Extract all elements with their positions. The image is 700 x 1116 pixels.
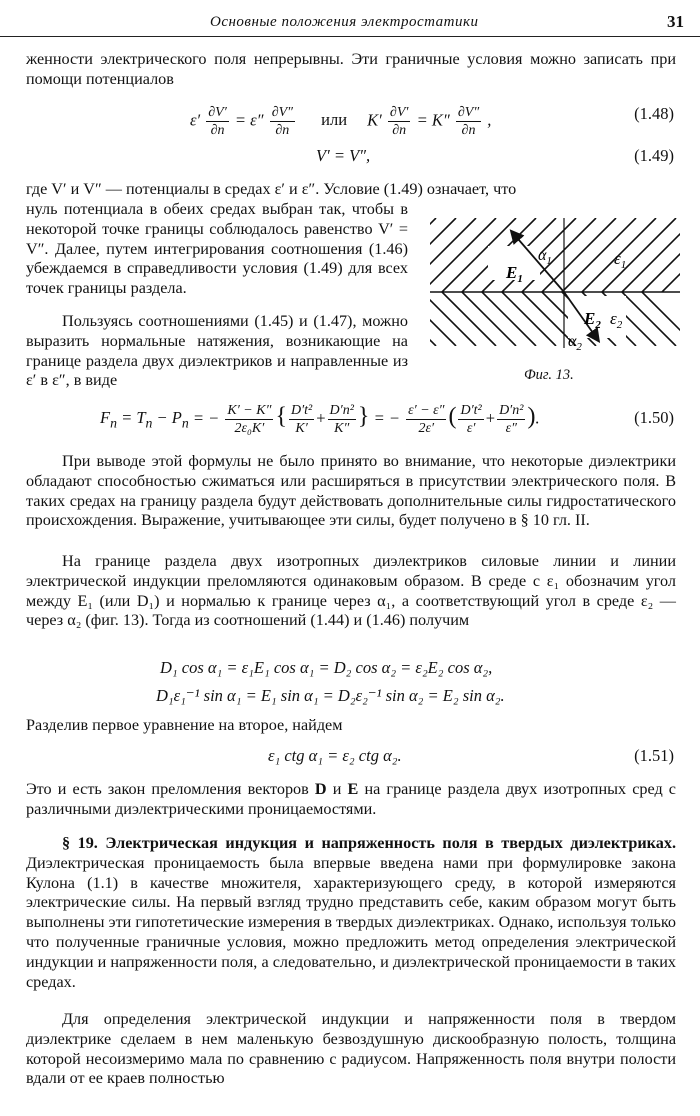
label-eps2-main: ε (610, 309, 617, 328)
eq150-frac-dn-k (328, 402, 356, 437)
eq150-paren-close: ) (527, 403, 536, 430)
figure-13-refraction-diagram (422, 208, 684, 388)
eq150-frac-eps-num: ε′ − ε″ (408, 403, 445, 418)
refraction-law-text-a: Это и есть закон преломления векторов (26, 780, 315, 798)
eq148-k1: K′ (367, 110, 382, 130)
eq148-frac-2 (270, 104, 295, 139)
label-e1-sub: 1 (517, 273, 523, 285)
page-number: 31 (667, 12, 684, 31)
eq150-period: . (535, 408, 540, 428)
eq150-frac-dt-eps (458, 402, 483, 437)
eq150-pn-main: − P (156, 408, 182, 428)
eq150-paren-open: ( (448, 403, 457, 430)
eq150-plus-1: + (316, 408, 326, 428)
eq148-frac1-num: ∂V′ (208, 105, 227, 120)
eq150-frac-k-num: K′ − K″ (227, 403, 272, 418)
eq148-frac1-den: ∂n (210, 123, 225, 138)
eq151-body: ε₁ ctg α₁ = ε₂ ctg α₂. (268, 746, 402, 765)
eq148-frac3-num: ∂V′ (389, 105, 409, 120)
label-alpha1-main: α (538, 247, 547, 264)
eq150-tn-main: = T (121, 408, 146, 428)
equation-1-49 (0, 140, 700, 176)
equation-1-48 (0, 98, 700, 138)
eq149-body: V′ = V″, (316, 146, 371, 165)
eq148-number: (1.48) (634, 104, 674, 123)
section-19-title: § 19. Электрическая индукция и напряженность поля в твердых диэлектриках. (62, 834, 676, 852)
eq150-plus-2: + (485, 408, 496, 428)
vector-d-symbol: D (314, 780, 327, 798)
eq148-frac2-num: ∂V″ (271, 105, 293, 120)
eq150-frac-k (225, 402, 273, 437)
label-alpha1-sub: 1 (546, 255, 552, 267)
section-19 (26, 834, 676, 992)
equation-pair-line-2 (0, 680, 700, 714)
label-e2-main: E (584, 309, 596, 328)
eq150-frac-dt-k-den: K′ (295, 421, 308, 436)
label-eps2-sub: 2 (616, 319, 623, 331)
eq148-k2: = K″ (416, 110, 450, 130)
eq150-equals-1: = − (192, 408, 220, 428)
eq150-tn (121, 408, 153, 431)
label-alpha2-main: α (568, 333, 577, 350)
section-19-text: Диэлектрическая проницаемость была впервые введена нами при формулировке закона Кулона (1.1) в качестве множителя, характеризующего среду, в которой измеряются электрические силы. На первый взгляд трудно представить себе, каким образом могут быть выполнены эти гипотетические измерения в твердых диэлектриках. Однако, используя только что полученные граничные условия, можно предложить метод определения электрической индукции и напряженности поля, а следовательно, и диэлектрической проницаемости в таких средах. (26, 853, 676, 991)
eq-pair-line-2-body: D₁ε₁⁻¹ sin α₁ = E₁ sin α₁ = D₂ε₂⁻¹ sin α₂ = E₂ sin α₂. (156, 686, 505, 705)
refraction-law-text-c: на границе раздела двух изотропных сред с различными диэлектрическими проницаемостями. (26, 780, 676, 818)
figure-caption: Фиг. 13. (524, 367, 574, 383)
eq150-frac-dn-eps-den: ε″ (505, 421, 517, 436)
eq148-frac-3 (388, 104, 411, 139)
eq148-comma: , (487, 110, 492, 130)
eq148-frac4-den: ∂n (461, 123, 476, 138)
label-mask-bottom (568, 296, 626, 338)
eq150-lhs-sub: n (110, 415, 117, 431)
eq150-brace-open: { (275, 403, 287, 430)
equation-1-50 (0, 398, 700, 442)
eq150-frac-k-den: 2ε₀K′ (234, 421, 265, 436)
eq150-frac-dt-k (289, 402, 314, 437)
eq151-number: (1.51) (634, 746, 674, 765)
label-eps1-main: ε (614, 249, 621, 268)
eq148-frac3-den: ∂n (392, 123, 407, 138)
eq150-frac-dn-eps (497, 402, 525, 437)
eq150-pn (156, 408, 189, 431)
eq150-frac-eps (406, 402, 446, 437)
eq148-eps1: ε′ (190, 110, 201, 130)
paragraph-tensions: Пользуясь соотношениями (1.45) и (1.47), можно выразить нормальные натяжения, возникающие на границе раздела двух диэлектриков и направленные из ε′ в ε″, в виде (26, 312, 408, 390)
eq148-frac2-den: ∂n (275, 123, 290, 138)
paragraph-divide: Разделив первое уравнение на второе, найдем (26, 716, 343, 734)
eq150-lhs (100, 408, 117, 431)
label-e1-main: E (506, 263, 518, 282)
upper-medium-hatching (422, 218, 684, 292)
paragraph-potentials: нуль потенциала в обеих средах выбран так, чтобы в некоторой точке границы соблюдалось равенство V′ = V″. Далее, путем интегрирования соотношения (1.46) убеждаемся в справедливости условия (1.49) для всех точек границы раздела. (26, 200, 408, 298)
label-e2-sub: 2 (595, 319, 601, 331)
eq150-frac-dt-eps-num: D′t² (460, 403, 482, 418)
eq150-number: (1.50) (634, 408, 674, 427)
eq150-frac-dn-k-num: D′n² (329, 403, 354, 418)
eq148-frac4-num: ∂V″ (457, 105, 480, 120)
paragraph-compressibility: При выводе этой формулы не было принято во внимание, что некоторые диэлектрики обладают способностью сжиматься или расширяться в присутствии электрического поля. В таких средах на границу раздела будут действовать дополнительные силы гидростатического происхождения. Выражение, учитывающее эти силы, будет получено в § 10 гл. II. (26, 452, 676, 530)
eq150-lhs-main: F (100, 408, 111, 428)
paragraph-potentials-line: где V′ и V″ — потенциалы в средах ε′ и ε″. Условие (1.49) означает, что (26, 180, 517, 198)
label-eps1 (614, 249, 626, 271)
refraction-law-text-b: и (326, 780, 348, 798)
eq150-brace-close: } (357, 403, 370, 430)
paragraph-cavity: Для определения электрической индукции и напряженности поля в твердом диэлектрике сделаем в нем маленькую безвоздушную дискообразную полость, толщина которой несоизмеримо мала по сравнению с радиусом. Напряженность поля внутри полости вдали от ее краев полностью (26, 1010, 676, 1088)
eq150-pn-sub: n (181, 415, 189, 431)
eq150-equals-2: = − (373, 408, 400, 428)
paragraph-refraction-law (26, 780, 676, 820)
vector-e-symbol: E (347, 780, 359, 798)
eq150-frac-dt-k-num: D′t² (290, 403, 313, 418)
eq150-frac-eps-den: 2ε′ (418, 421, 435, 436)
paragraph-boundary-conditions: женности электрического поля непрерывны. Эти граничные условия можно записать при помощи потенциалов (26, 50, 676, 88)
eq150-tn-sub: n (145, 415, 153, 431)
paragraph-refraction: На границе раздела двух изотропных диэлектриков силовые линии и линии электрической индукции преломляются одинаковым образом. В среде с ε₁ обозначим угол между E₁ (или D₁) и нормалью к границе через α₁, а соответствующий угол в среде ε₂ — через α₂ (фиг. 13). Тогда из соотношений (1.44) и (1.46) получим (26, 552, 676, 630)
equation-1-51 (0, 740, 700, 776)
eq150-frac-dn-eps-num: D′n² (499, 403, 524, 418)
label-alpha2-sub: 2 (576, 341, 582, 353)
lower-medium-hatching (422, 292, 684, 346)
running-title: Основные положения электростатики (210, 14, 479, 30)
eq148-frac-1 (206, 104, 229, 139)
eq-pair-line-1-body: D₁ cos α₁ = ε₁E₁ cos α₁ = D₂ cos α₂ = ε₂E₂ cos α₂, (160, 658, 493, 677)
eq150-frac-dn-k-den: K″ (334, 421, 350, 436)
eq148-frac-4 (456, 104, 481, 139)
eq149-number: (1.49) (634, 146, 674, 165)
label-eps1-sub: 1 (620, 259, 627, 271)
page-header (0, 10, 700, 37)
eq148-eps2: = ε″ (234, 110, 264, 130)
eq150-frac-dt-eps-den: ε′ (466, 421, 476, 436)
eq148-or: или (321, 110, 348, 130)
